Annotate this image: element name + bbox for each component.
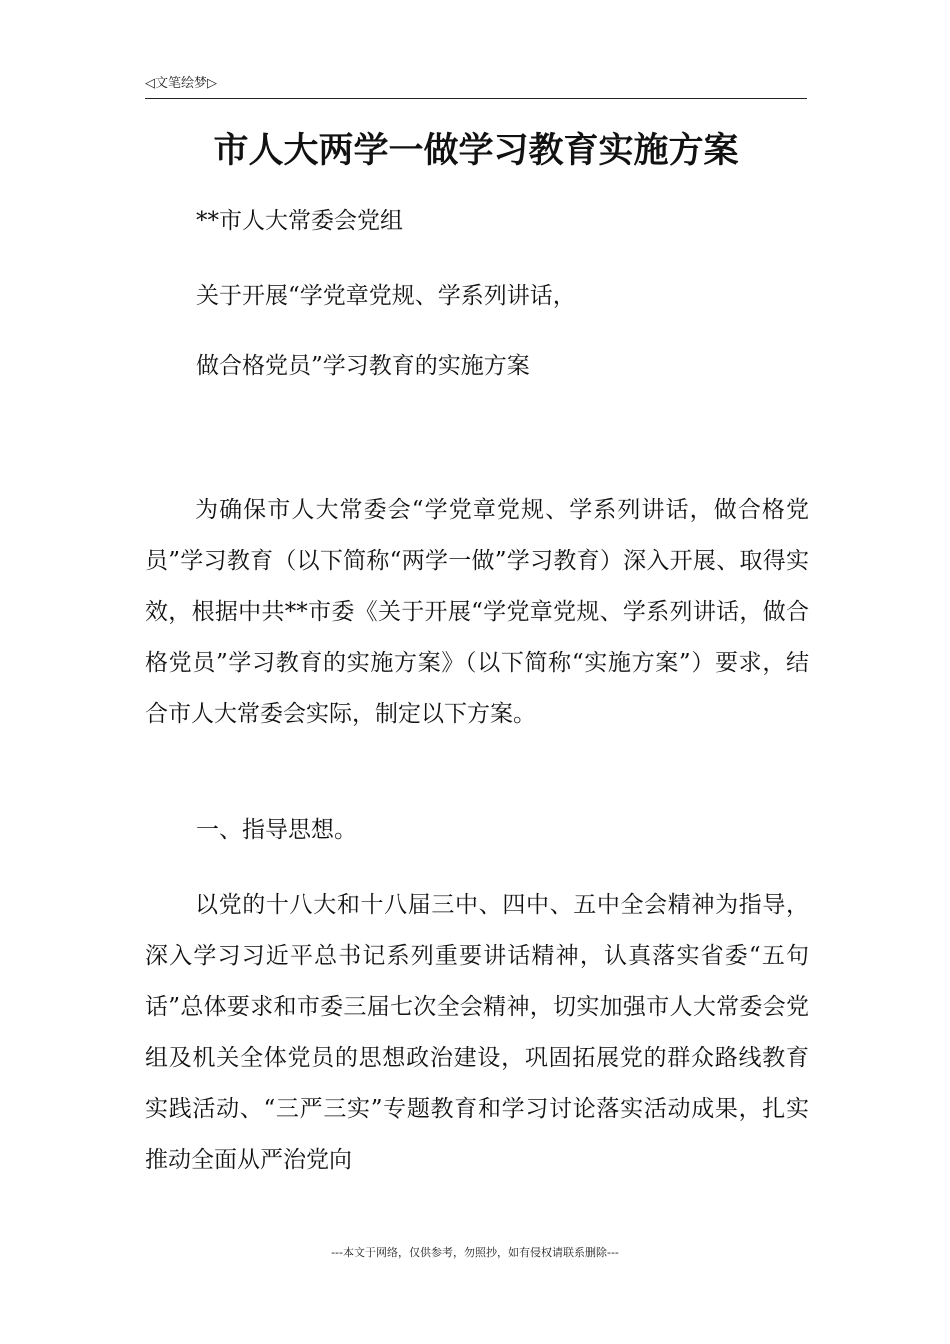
- document-title: 市人大两学一做学习教育实施方案: [213, 131, 739, 171]
- intro-paragraph: 为确保市人大常委会“学党章党规、学系列讲话，做合格党员”学习教育（以下简称“两学一做”学习教育）深入开展、取得实效，根据中共**市委《关于开展“学党章党规、学系列讲话，做合格党员”学习教育的实施方案》（以下简称“实施方案”）要求，结合市人大常委会实际，制定以下方案。: [145, 497, 809, 727]
- subtitle-line-1: 关于开展“学党章党规、学系列讲话，: [196, 283, 576, 309]
- issuer-line: **市人大常委会党组: [196, 208, 403, 234]
- subtitle-line-2: 做合格党员”学习教育的实施方案: [196, 353, 530, 379]
- page-footer: ---本文于网络，仅供参考，勿照抄，如有侵权请联系删除---: [331, 1246, 619, 1259]
- page-header: [145, 74, 807, 99]
- header-text: ◁文笔绘梦▷: [145, 76, 217, 91]
- section-1-paragraph: 以党的十八大和十八届三中、四中、五中全会精神为指导，深入学习习近平总书记系列重要讲话精神，认真落实省委“五句话”总体要求和市委三届七次全会精神，切实加强市人大常委会党组及机关全体党员的思想政治建设，巩固拓展党的群众路线教育实践活动、“三严三实”专题教育和学习讨论落实活动成果，扎实推动全面从严治党向: [145, 892, 809, 1173]
- section-1-heading: 一、指导思想。: [196, 817, 357, 843]
